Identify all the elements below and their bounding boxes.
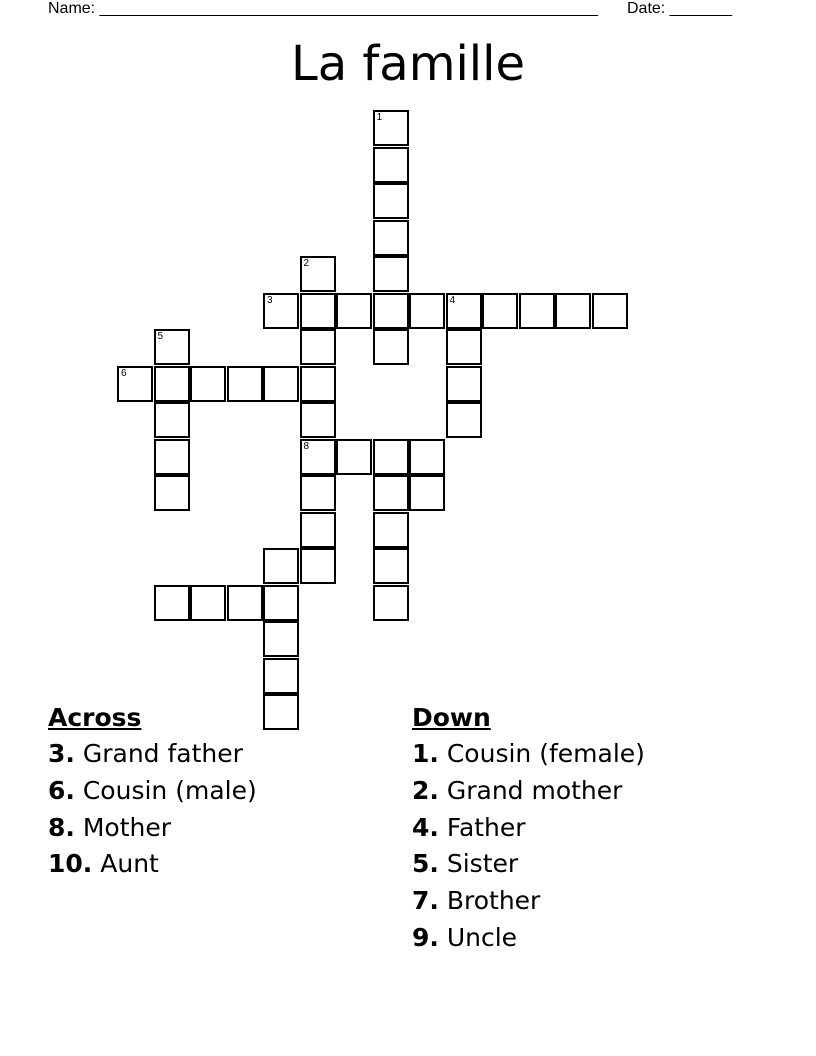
down-clue	[412, 846, 645, 883]
crossword-cell[interactable]	[117, 366, 153, 402]
clue-number: 2	[303, 258, 310, 269]
crossword-cell[interactable]	[482, 293, 518, 329]
crossword-cell[interactable]	[227, 366, 263, 402]
clue-num: 6.	[48, 775, 75, 805]
clue-num: 7.	[412, 886, 439, 916]
clue-text: Father	[438, 812, 526, 842]
crossword-cell[interactable]	[373, 147, 409, 183]
down-clue	[412, 773, 645, 810]
clue-number: 6	[121, 367, 127, 379]
crossword-cell[interactable]	[190, 366, 226, 402]
clue-text: Grand father	[74, 739, 243, 768]
crossword-cell[interactable]	[263, 694, 299, 730]
crossword-cell[interactable]	[154, 585, 190, 621]
date-line: _______	[669, 0, 732, 17]
clue-num: 9.	[412, 922, 439, 952]
crossword-cell[interactable]	[190, 585, 226, 621]
crossword-cell[interactable]	[446, 329, 482, 365]
crossword-cell[interactable]	[373, 256, 409, 292]
date-label: Date:	[627, 0, 666, 17]
across-clues	[48, 702, 257, 883]
crossword-cell[interactable]	[154, 475, 190, 511]
crossword-cell[interactable]	[300, 439, 336, 475]
crossword-cell[interactable]	[263, 585, 299, 621]
clue-text: Uncle	[438, 922, 518, 952]
crossword-cell[interactable]	[300, 329, 336, 365]
crossword-cell[interactable]	[300, 548, 336, 584]
across-clue	[48, 846, 257, 883]
across-clue	[48, 810, 257, 847]
down-heading: Down	[412, 703, 491, 732]
clue-num: 2.	[412, 775, 439, 805]
crossword-cell[interactable]	[555, 293, 591, 329]
across-clue	[48, 773, 257, 810]
down-list	[412, 736, 645, 957]
crossword-cell[interactable]	[154, 329, 190, 365]
clue-number: 3	[267, 294, 273, 306]
down-clue	[412, 810, 645, 847]
clue-number: 5	[157, 331, 164, 342]
clue-num: 3.	[48, 739, 75, 768]
page-title: La famille	[290, 36, 526, 92]
clue-text: Grand mother	[438, 775, 623, 805]
crossword-cell[interactable]	[300, 256, 336, 292]
crossword-cell[interactable]	[519, 293, 555, 329]
crossword-cell[interactable]	[409, 439, 445, 475]
clue-text: Cousin (female)	[438, 739, 645, 768]
crossword-cell[interactable]	[373, 329, 409, 365]
crossword-cell[interactable]	[263, 293, 299, 329]
crossword-cell[interactable]	[300, 366, 336, 402]
crossword-cell[interactable]	[300, 512, 336, 548]
crossword-cell[interactable]	[373, 220, 409, 256]
crossword-cell[interactable]	[373, 475, 409, 511]
crossword-cell[interactable]	[300, 475, 336, 511]
across-clue	[48, 736, 257, 773]
clue-number: 4	[449, 294, 456, 306]
crossword-cell[interactable]	[446, 293, 482, 329]
across-list	[48, 736, 257, 883]
clue-num: 10.	[48, 849, 93, 879]
crossword-cell[interactable]	[263, 658, 299, 694]
clue-text: Sister	[438, 849, 519, 879]
clue-number: 1	[376, 112, 383, 123]
crossword-cell[interactable]	[154, 366, 190, 402]
crossword-cell[interactable]	[154, 439, 190, 475]
crossword-cell[interactable]	[373, 110, 409, 146]
name-line: ________________________________________________________	[99, 0, 598, 17]
across-heading: Across	[48, 703, 142, 732]
crossword-cell[interactable]	[409, 475, 445, 511]
crossword-cell[interactable]	[263, 366, 299, 402]
crossword-cell[interactable]	[263, 548, 299, 584]
crossword-cell[interactable]	[154, 402, 190, 438]
down-clue	[412, 920, 645, 957]
crossword-cell[interactable]	[227, 585, 263, 621]
name-label: Name:	[48, 0, 96, 17]
clue-num: 5.	[412, 849, 439, 879]
crossword-cell[interactable]	[300, 293, 336, 329]
clue-num: 4.	[412, 812, 439, 842]
crossword-cell[interactable]	[592, 293, 628, 329]
clue-number: 8	[303, 440, 310, 452]
crossword-cell[interactable]	[409, 293, 445, 329]
down-clue	[412, 736, 645, 773]
clue-text: Mother	[74, 812, 172, 842]
down-clue	[412, 883, 645, 920]
crossword-cell[interactable]	[373, 585, 409, 621]
crossword-cell[interactable]	[373, 512, 409, 548]
crossword-cell[interactable]	[373, 293, 409, 329]
crossword-cell[interactable]	[336, 293, 372, 329]
crossword-cell[interactable]	[446, 366, 482, 402]
crossword-cell[interactable]	[373, 439, 409, 475]
clue-text: Cousin (male)	[74, 775, 257, 805]
clue-text: Brother	[438, 886, 541, 916]
clue-num: 8.	[48, 812, 75, 842]
crossword-cell[interactable]	[446, 402, 482, 438]
crossword-cell[interactable]	[300, 402, 336, 438]
crossword-cell[interactable]	[263, 621, 299, 657]
clue-text: Aunt	[92, 849, 159, 879]
crossword-cell[interactable]	[336, 439, 372, 475]
clue-num: 1.	[412, 739, 439, 768]
crossword-cell[interactable]	[373, 183, 409, 219]
down-clues	[412, 702, 645, 957]
crossword-cell[interactable]	[373, 548, 409, 584]
